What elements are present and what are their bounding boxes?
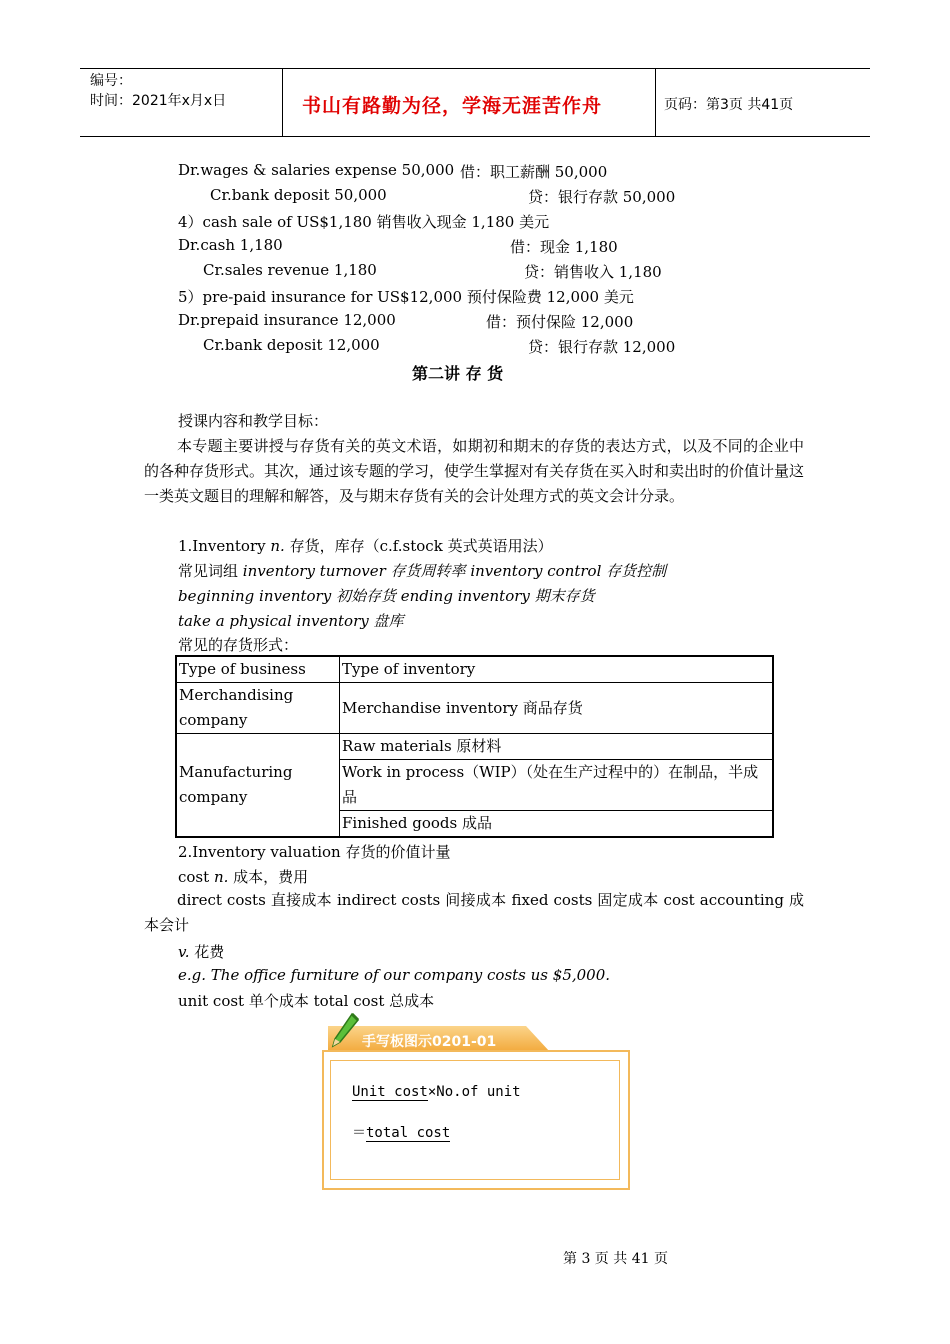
- entry-line: 贷：销售收入 1,180: [524, 263, 662, 281]
- entry-line: Cr.bank deposit 12,000: [203, 336, 380, 354]
- forms-label: 常见的存货形式：: [178, 636, 299, 654]
- board-text: Unit cost: [352, 1084, 428, 1100]
- entry-line: 借：预付保险 12,000: [486, 313, 634, 331]
- board-text: ×No.of unit: [427, 1084, 521, 1100]
- entry-line: Cr.bank deposit 50,000: [210, 186, 387, 204]
- entry-line: Dr.wages & salaries expense 50,000: [178, 161, 455, 179]
- table-cell: Merchandising company: [176, 683, 340, 734]
- cost-verb-line: [178, 941, 224, 962]
- table-cell: Work in process（WIP）（处在生产过程中的）在制品，半成品: [340, 760, 774, 811]
- part-of-speech: n.: [213, 868, 229, 886]
- entry-line: 借：职工薪酬 50,000: [460, 163, 608, 181]
- table-cell: Manufacturing company: [176, 734, 340, 838]
- entry-line: 借：现金 1,180: [510, 238, 618, 256]
- term: cost: [178, 868, 214, 886]
- valuation-heading: 2.Inventory valuation 存货的价值计量: [178, 843, 451, 861]
- header-divider: [655, 68, 656, 136]
- entry-line: 贷：银行存款 12,000: [528, 338, 676, 356]
- entry-line: Cr.sales revenue 1,180: [203, 261, 377, 279]
- part-of-speech: n.: [270, 537, 285, 555]
- entry-line: 4）cash sale of US$1,180 销售收入现金 1,180 美元: [178, 213, 550, 231]
- page-footer: 第 3 页 共 41 页: [563, 1251, 668, 1267]
- entry-line: Dr.cash 1,180: [178, 236, 283, 254]
- header-motto: 书山有路勤为径，学海无涯苦作舟: [302, 95, 603, 117]
- header-number-label: 编号：: [90, 73, 132, 89]
- unit-total-cost-line: unit cost 单个成本 total cost 总成本: [178, 992, 435, 1010]
- header-time-label: 时间：2021年x月x日: [90, 93, 227, 109]
- table-cell: Raw materials 原材料: [340, 734, 774, 760]
- phrase: beginning inventory 初始存货 ending inventory 期末存货: [178, 587, 595, 605]
- table-row: [176, 734, 773, 760]
- table-cell: Merchandise inventory 商品存货: [340, 683, 774, 734]
- phrases-line: [178, 560, 666, 581]
- board-text: total cost: [366, 1125, 451, 1141]
- table-header-cell: Type of business: [176, 656, 340, 683]
- header-top-rule: [80, 68, 870, 69]
- heading-definition: 存货，库存（c.f.stock 英式英语用法）: [284, 537, 553, 555]
- definition: 成本，费用: [228, 868, 309, 886]
- table-row: [176, 656, 773, 683]
- header-divider: [282, 68, 283, 136]
- objectives-text: 本专题主要讲授与存货有关的英文术语，如期初和期末的存货的表达方式，以及不同的企业中的各种存货形式。其次，通过该专题的学习，使学生掌握对有关存货在买入时和卖出时的价值计量这一类英文题目的理解和解答，及与期末存货有关的会计处理方式的英文会计分录。: [144, 437, 805, 505]
- pencil-icon: [330, 1012, 362, 1052]
- board-inner-frame: [330, 1060, 620, 1180]
- part-of-speech: v.: [178, 943, 190, 961]
- table-header-cell: Type of inventory: [340, 656, 774, 683]
- table-cell: Finished goods 成品: [340, 811, 774, 838]
- entry-line: Dr.prepaid insurance 12,000: [178, 311, 396, 329]
- board-line: [352, 1122, 450, 1142]
- board-tab-label: 手写板图示0201-01: [362, 1034, 497, 1050]
- section-title: 第二讲 存 货: [412, 364, 504, 383]
- phrase: inventory turnover 存货周转率 inventory control 存货控制: [242, 562, 667, 580]
- definition: 花费: [189, 943, 225, 961]
- header-bottom-rule: [80, 136, 870, 137]
- cost-noun-line: [178, 866, 308, 887]
- example-sentence: e.g. The office furniture of our company costs us $5,000.: [178, 966, 611, 984]
- inventory-heading: [178, 535, 553, 556]
- heading-term: 1.Inventory: [178, 537, 271, 555]
- entry-line: 贷：银行存款 50,000: [528, 188, 676, 206]
- phrases-label: 常见词组: [178, 562, 243, 580]
- cost-terms: direct costs 直接成本 indirect costs 间接成本 fixed costs 固定成本 cost accounting 成本会计: [144, 891, 804, 934]
- header-page-label: 页码：第3页 共41页: [664, 97, 794, 113]
- table-row: [176, 683, 773, 734]
- board-line: [352, 1084, 521, 1100]
- phrase: take a physical inventory 盘库: [178, 612, 404, 630]
- objectives-label: 授课内容和教学目标：: [178, 412, 329, 430]
- inventory-types-table: [175, 655, 774, 838]
- entry-line: 5）pre-paid insurance for US$12,000 预付保险费 12,000 美元: [178, 288, 634, 306]
- board-text: ＝: [352, 1125, 366, 1141]
